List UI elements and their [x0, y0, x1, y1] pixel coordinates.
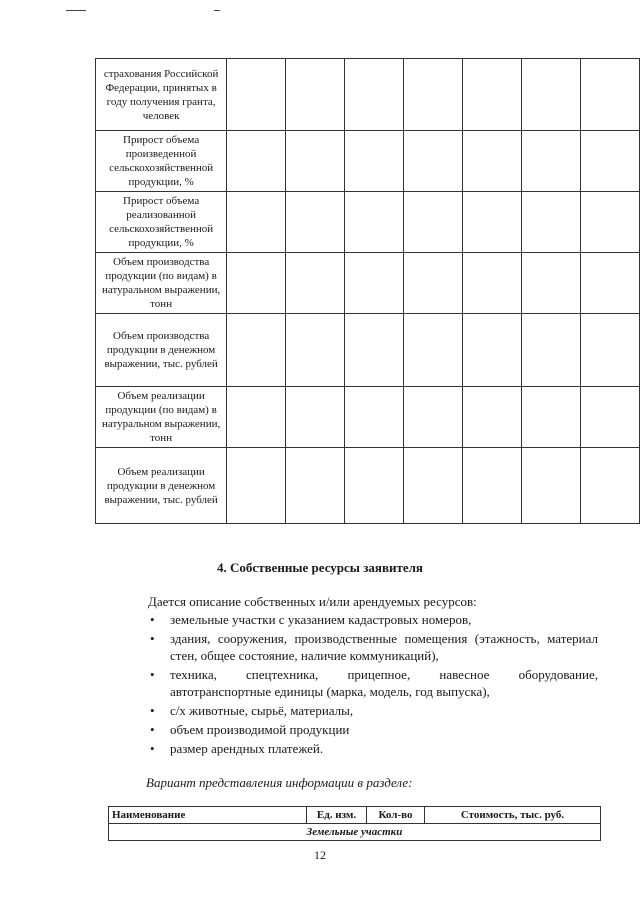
resources-table	[108, 806, 601, 841]
list-item-text: здания, сооружения, производственные помещения (этажность, материал стен, общее состояние, наличие коммуникаций),	[170, 631, 598, 663]
table-cell	[521, 59, 580, 131]
list-item	[150, 630, 598, 664]
header-name: Наименование	[109, 807, 307, 824]
table-cell	[580, 448, 639, 524]
table-cell	[286, 314, 345, 387]
table-cell	[521, 314, 580, 387]
header-cost: Стоимость, тыс. руб.	[425, 807, 601, 824]
section-row-land: Земельные участки	[109, 824, 601, 841]
table-cell	[580, 59, 639, 131]
list-item	[150, 666, 598, 700]
table-cell	[463, 59, 522, 131]
table-cell	[286, 387, 345, 448]
table-cell	[227, 59, 286, 131]
table-cell	[404, 448, 463, 524]
table-cell	[404, 387, 463, 448]
list-item-text: объем производимой продукции	[170, 722, 350, 737]
list-item-text: с/х животные, сырьё, материалы,	[170, 703, 354, 718]
table-header-row	[109, 807, 601, 824]
table-cell	[286, 192, 345, 253]
table-cell	[404, 253, 463, 314]
row-label: Прирост объема произведенной сельскохозяйственной продукции, %	[96, 131, 227, 192]
table-cell	[345, 253, 404, 314]
table-cell	[463, 448, 522, 524]
bullet-icon: •	[150, 631, 155, 646]
table-cell	[345, 59, 404, 131]
list-item-text: техника, спецтехника, прицепное, навесное оборудование, автотранспортные единицы (марка, модель, год выпуска),	[170, 667, 598, 699]
table-cell	[521, 253, 580, 314]
page-number: 12	[314, 848, 326, 862]
table-cell	[286, 448, 345, 524]
header-qty: Кол-во	[367, 807, 425, 824]
table-cell	[521, 131, 580, 192]
table-cell	[345, 192, 404, 253]
row-label: страхования Российской Федерации, принятых в году получения гранта, человек	[96, 59, 227, 131]
list-item-text: размер арендных платежей.	[170, 741, 324, 756]
table-cell	[345, 448, 404, 524]
row-label: Объем реализации продукции в денежном выражении, тыс. рублей	[96, 448, 227, 524]
table-cell	[227, 387, 286, 448]
table-cell	[580, 192, 639, 253]
table-cell	[345, 314, 404, 387]
variant-caption: Вариант представления информации в разделе:	[146, 775, 413, 790]
table-cell	[404, 314, 463, 387]
table-row	[96, 253, 640, 314]
table-cell	[404, 131, 463, 192]
section-intro: Дается описание собственных и/или арендуемых ресурсов:	[148, 594, 477, 609]
list-item	[150, 740, 598, 757]
row-label: Объем производства продукции в денежном выражении, тыс. рублей	[96, 314, 227, 387]
row-label: Объем реализации продукции (по видам) в натуральном выражении, тонн	[96, 387, 227, 448]
table-cell	[227, 448, 286, 524]
table-cell	[227, 192, 286, 253]
table-cell	[580, 314, 639, 387]
results-table	[95, 58, 640, 524]
section-heading: 4. Собственные ресурсы заявителя	[217, 560, 423, 575]
bullet-icon: •	[150, 667, 155, 682]
table-cell	[227, 253, 286, 314]
table-section-row	[109, 824, 601, 841]
table-cell	[463, 192, 522, 253]
list-item-text: земельные участки с указанием кадастровых номеров,	[170, 612, 472, 627]
bullet-icon: •	[150, 741, 155, 756]
list-item	[150, 611, 598, 628]
table-cell	[345, 131, 404, 192]
table-row	[96, 131, 640, 192]
table-row	[96, 448, 640, 524]
bullet-icon: •	[150, 703, 155, 718]
bullet-icon: •	[150, 722, 155, 737]
table-cell	[345, 387, 404, 448]
bullet-icon: •	[150, 612, 155, 627]
header-unit: Ед. изм.	[307, 807, 367, 824]
table-cell	[521, 448, 580, 524]
table-cell	[521, 387, 580, 448]
scan-mark-left	[66, 10, 86, 11]
table-cell	[404, 192, 463, 253]
table-cell	[580, 131, 639, 192]
table-cell	[580, 387, 639, 448]
table-cell	[227, 314, 286, 387]
row-label: Объем производства продукции (по видам) в натуральном выражении, тонн	[96, 253, 227, 314]
resource-list	[150, 611, 598, 759]
table-cell	[463, 314, 522, 387]
list-item	[150, 702, 598, 719]
table-row	[96, 387, 640, 448]
table-cell	[580, 253, 639, 314]
list-item	[150, 721, 598, 738]
table-cell	[227, 131, 286, 192]
table-row	[96, 192, 640, 253]
table-cell	[286, 131, 345, 192]
table-cell	[463, 387, 522, 448]
table-row	[96, 59, 640, 131]
table-row	[96, 314, 640, 387]
table-cell	[404, 59, 463, 131]
table-cell	[286, 253, 345, 314]
table-cell	[286, 59, 345, 131]
table-cell	[463, 253, 522, 314]
row-label: Прирост объема реализованной сельскохозяйственной продукции, %	[96, 192, 227, 253]
table-cell	[463, 131, 522, 192]
scan-mark-right	[214, 10, 220, 11]
table-cell	[521, 192, 580, 253]
